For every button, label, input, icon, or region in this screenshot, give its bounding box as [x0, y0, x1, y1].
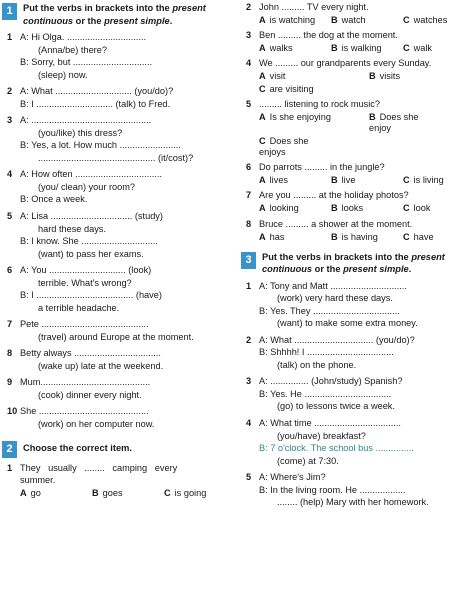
option-letter: B — [331, 231, 338, 242]
item-line-text[interactable]: A: How often .................................. — [20, 169, 162, 180]
item-stem-text: summer. — [20, 475, 56, 486]
option-letter: C — [259, 84, 266, 95]
item-line-text[interactable]: A: ............... (John/study) Spanish? — [259, 376, 403, 387]
item-line-text[interactable]: (talk) on the phone. — [277, 359, 357, 370]
choice-item — [241, 99, 474, 158]
exercise-1-instruction: Put the verbs in brackets into the present continuous or the present simple. — [23, 3, 206, 26]
item-line-text[interactable]: Pete .......................................... — [20, 319, 149, 330]
item-body — [259, 418, 474, 468]
item-line-text[interactable]: (sleep) now. — [38, 69, 88, 80]
option-letter: A — [259, 15, 266, 26]
choice-item — [241, 58, 474, 95]
item-number: 4 — [246, 58, 252, 69]
item-stem-text: Bruce ......... a shower at the moment. — [259, 218, 413, 229]
option-letter: B — [331, 43, 338, 54]
answer-option[interactable] — [403, 232, 474, 243]
answer-option[interactable] — [331, 203, 403, 214]
exercise-item — [2, 406, 234, 431]
option-letter: C — [259, 136, 266, 147]
item-number: 3 — [7, 115, 13, 126]
exercise-item — [2, 115, 234, 165]
left-column — [2, 2, 234, 503]
answer-options — [259, 71, 474, 82]
choice-item — [241, 190, 474, 214]
item-number: 7 — [246, 190, 252, 201]
item-body — [20, 211, 234, 261]
answer-option[interactable] — [331, 43, 403, 54]
item-number: 2 — [246, 2, 252, 12]
item-number: 1 — [7, 462, 13, 473]
item-number: 6 — [246, 162, 252, 173]
item-line-text[interactable]: A: You .............................. (look) — [20, 265, 152, 276]
option-letter: A — [259, 43, 266, 54]
item-body — [20, 169, 234, 207]
item-line-text[interactable]: A: What ............................... (you/do)? — [259, 334, 415, 345]
option-letter: C — [403, 231, 410, 242]
exercise-item — [241, 335, 474, 373]
answer-options — [259, 43, 474, 54]
item-line-text[interactable]: She ........................................... — [20, 406, 149, 417]
exercise-item — [241, 281, 474, 331]
item-body — [20, 86, 234, 111]
answer-option[interactable] — [403, 175, 474, 186]
item-body — [20, 406, 234, 431]
option-text: watches — [413, 15, 448, 26]
answer-option[interactable] — [259, 203, 331, 214]
item-body — [20, 32, 234, 82]
item-number: 5 — [246, 99, 252, 110]
exercise-1-items — [2, 32, 234, 431]
exercise-1-header — [2, 2, 234, 27]
item-number: 4 — [7, 169, 13, 180]
item-line-text[interactable]: (travel) around Europe at the moment. — [38, 331, 194, 342]
option-letter: A — [259, 175, 266, 186]
item-number: 3 — [246, 376, 252, 387]
option-text: is walking — [341, 43, 382, 54]
option-text: is having — [341, 231, 378, 242]
item-number: 4 — [246, 417, 252, 428]
answer-options — [259, 84, 474, 95]
item-line-text[interactable]: A: Lisa ................................ (study) — [20, 211, 163, 221]
option-text: lives — [269, 175, 289, 186]
answer-option[interactable] — [259, 175, 331, 186]
item-line-text[interactable]: B: In the living room. He .................. — [259, 484, 406, 495]
item-line-text[interactable]: A: What .............................. (you/do)? — [20, 86, 174, 97]
answer-option[interactable] — [403, 203, 474, 214]
item-number: 2 — [7, 86, 13, 97]
exercise-2-number-badge: 2 — [2, 441, 17, 458]
answer-option[interactable] — [331, 175, 403, 186]
item-body — [20, 265, 234, 315]
item-line-text[interactable]: A: ............................................... — [20, 115, 152, 126]
right-column — [241, 2, 474, 514]
option-letter: B — [92, 488, 99, 499]
option-letter: A — [259, 71, 266, 82]
answer-option[interactable] — [259, 15, 331, 26]
option-text: walks — [269, 43, 293, 54]
item-line-text[interactable]: B: Sorry, but ............................... — [20, 57, 153, 68]
exercise-3-number-badge: 3 — [241, 252, 256, 269]
item-line-text[interactable]: (want) to pass her exams. — [38, 248, 144, 259]
answer-options — [259, 203, 474, 214]
option-letter: B — [369, 112, 376, 123]
option-letter: C — [403, 43, 410, 54]
item-line-text[interactable]: (Anna/be) there? — [38, 44, 107, 55]
option-text: Does she enjoys — [259, 136, 309, 158]
exercise-3-instruction: Put the verbs in brackets into the present continuous or the present simple. — [262, 251, 445, 275]
item-number: 10 — [7, 406, 18, 417]
item-number: 7 — [7, 319, 13, 330]
exercise-item — [2, 211, 234, 261]
exercise-1-number-badge: 1 — [2, 3, 17, 20]
option-text: is watching — [269, 15, 316, 26]
option-text: goes — [102, 488, 123, 499]
exercise-item — [241, 472, 474, 510]
item-body — [20, 348, 234, 373]
item-line-text[interactable]: (work) on her computer now. — [38, 418, 155, 429]
item-number: 1 — [7, 32, 13, 43]
exercise-item — [2, 348, 234, 373]
exercise-3-items — [241, 281, 474, 510]
item-number: 8 — [246, 218, 252, 229]
item-line-text[interactable]: Mum........................................... — [20, 377, 151, 388]
option-text: walk — [413, 43, 433, 54]
option-text: watch — [341, 15, 366, 26]
item-line-text[interactable]: A: Tony and Matt .............................. — [259, 280, 407, 291]
exercise-2-instruction: Choose the correct item. — [23, 442, 133, 453]
option-letter: B — [331, 15, 338, 26]
option-text: Does she enjoy — [369, 112, 419, 134]
item-line-text[interactable]: B: Yes. He .................................. — [259, 388, 392, 399]
option-text: look — [413, 203, 431, 214]
item-stem-text: John ......... TV every night. — [259, 2, 369, 12]
item-line-text[interactable]: ........ (help) Mary with her homework. — [277, 497, 429, 508]
answer-option[interactable] — [259, 43, 331, 54]
exercise-2-header — [2, 440, 234, 458]
item-line-text[interactable]: Betty always .................................. — [20, 348, 161, 359]
item-line-text[interactable]: (cook) dinner every night. — [38, 389, 142, 400]
answer-option[interactable] — [259, 112, 369, 134]
option-letter: B — [331, 175, 338, 186]
item-number: 9 — [7, 377, 13, 388]
answer-option[interactable] — [369, 71, 441, 82]
item-body — [259, 335, 474, 373]
item-line-text[interactable]: hard these days. — [38, 223, 106, 234]
exercise-2-items-left — [2, 463, 234, 500]
option-letter: A — [259, 203, 266, 214]
item-body — [259, 376, 474, 414]
item-body — [20, 377, 234, 402]
item-body — [259, 472, 474, 510]
answer-option[interactable] — [403, 43, 474, 54]
option-text: looks — [341, 203, 364, 214]
answer-option[interactable] — [259, 232, 331, 243]
item-line-text[interactable]: B: I .............................. (talk) to Fred. — [20, 98, 171, 109]
item-line-text[interactable]: a terrible headache. — [38, 302, 120, 313]
answer-options — [259, 175, 474, 186]
item-stem-text: They usually ........ camping every — [20, 462, 178, 473]
item-number: 3 — [246, 30, 252, 41]
exercise-3-header — [241, 251, 474, 276]
item-number: 5 — [246, 472, 252, 483]
item-body — [259, 190, 474, 214]
item-line-text[interactable]: (wake up) late at the weekend. — [38, 360, 164, 371]
exercise-item — [2, 319, 234, 344]
item-body — [20, 319, 234, 344]
item-line-text[interactable]: A: Where's Jim? — [259, 472, 326, 483]
answer-option[interactable] — [20, 488, 92, 499]
item-stem-text: Do parrots ......... in the jungle? — [259, 162, 385, 173]
option-text: has — [269, 231, 285, 242]
item-body — [259, 30, 474, 54]
answer-options — [20, 488, 236, 499]
exercise-item — [2, 169, 234, 207]
answer-option[interactable] — [259, 136, 331, 158]
choice-item — [241, 30, 474, 54]
option-text: visits — [379, 71, 401, 82]
answer-option[interactable] — [369, 112, 441, 134]
choice-item — [241, 219, 474, 243]
item-body — [259, 2, 474, 26]
option-letter: A — [259, 231, 266, 242]
item-line-text[interactable]: B: I ...................................... (have) — [20, 290, 162, 301]
exercise-item — [2, 265, 234, 315]
item-number: 5 — [7, 211, 13, 221]
answer-option[interactable] — [331, 15, 403, 26]
option-letter: B — [331, 203, 338, 214]
option-letter: C — [164, 488, 171, 499]
item-stem-text: We ......... our grandparents every Sunday. — [259, 58, 432, 69]
exercise-2-items-right — [241, 2, 474, 243]
item-line-text[interactable]: A: Hi Olga. ............................... — [20, 32, 147, 43]
item-body — [259, 58, 474, 95]
item-body — [20, 463, 236, 500]
item-body — [259, 281, 474, 331]
answer-options — [259, 232, 474, 243]
item-line-text[interactable]: B: I know. She .............................. — [20, 236, 158, 247]
option-text: visit — [269, 71, 286, 82]
option-text: live — [341, 175, 356, 186]
item-stem-text: Are you ......... at the holiday photos? — [259, 190, 409, 201]
option-text: is living — [413, 175, 444, 186]
answer-option[interactable] — [259, 84, 331, 95]
exercise-item — [2, 86, 234, 111]
item-line-text[interactable]: (want) to make some extra money. — [277, 318, 418, 329]
item-line-text[interactable]: .............................................. (it/cost)? — [38, 152, 194, 163]
item-body — [20, 115, 234, 165]
exercise-item — [241, 376, 474, 414]
item-line-text[interactable]: (go) to lessons twice a week. — [277, 401, 395, 412]
answer-option[interactable] — [164, 488, 236, 499]
item-line-text[interactable]: (work) very hard these days. — [277, 293, 393, 304]
answer-option[interactable] — [259, 71, 369, 82]
exercise-item — [2, 377, 234, 402]
item-number: 2 — [246, 334, 252, 345]
item-body — [259, 99, 474, 158]
item-number: 1 — [246, 280, 252, 291]
item-stem-text: Ben ......... the dog at the moment. — [259, 30, 398, 41]
answer-option[interactable] — [331, 232, 403, 243]
item-line-text[interactable]: A: What time .................................. — [259, 417, 401, 428]
option-letter: A — [20, 488, 27, 499]
option-letter: B — [369, 71, 376, 82]
answer-options — [259, 15, 474, 26]
answer-options — [259, 112, 474, 134]
item-line-text[interactable]: (come) at 7:30. — [277, 455, 339, 466]
choice-item — [241, 2, 474, 26]
option-letter: C — [403, 203, 410, 214]
answer-options — [259, 136, 474, 158]
answer-option[interactable] — [403, 15, 474, 26]
option-text: have — [413, 231, 434, 242]
item-body — [259, 162, 474, 186]
item-line-text[interactable]: (you/like) this dress? — [38, 127, 123, 138]
item-line-text[interactable]: (you/have) breakfast? — [277, 430, 366, 441]
option-letter: A — [259, 112, 266, 123]
choice-item — [241, 162, 474, 186]
exercise-item — [2, 32, 234, 82]
option-text: go — [30, 488, 41, 499]
item-line-text[interactable]: B: Shhhh! I .................................. — [259, 347, 394, 358]
answer-option[interactable] — [92, 488, 164, 499]
option-text: is going — [174, 488, 207, 499]
item-number: 8 — [7, 348, 13, 359]
option-letter: C — [403, 15, 410, 26]
option-text: are visiting — [269, 84, 314, 95]
item-line-text[interactable]: (you/ clean) your room? — [38, 181, 136, 192]
option-letter: C — [403, 175, 410, 186]
choice-item — [2, 463, 234, 500]
exercise-item — [241, 418, 474, 468]
item-line-text[interactable]: B: Once a week. — [20, 194, 88, 205]
item-line-text[interactable]: B: 7 o'clock. The school bus ............... — [259, 443, 414, 454]
item-line-text[interactable]: B: Yes. They .................................. — [259, 305, 400, 316]
item-stem-text: ......... listening to rock music? — [259, 99, 381, 110]
item-line-text[interactable]: B: Yes, a lot. How much ........................ — [20, 140, 181, 151]
item-number: 6 — [7, 265, 13, 276]
item-body — [259, 219, 474, 243]
option-text: Is she enjoying — [269, 112, 331, 123]
item-line-text[interactable]: terrible. What's wrong? — [38, 277, 132, 288]
option-text: looking — [269, 203, 299, 214]
